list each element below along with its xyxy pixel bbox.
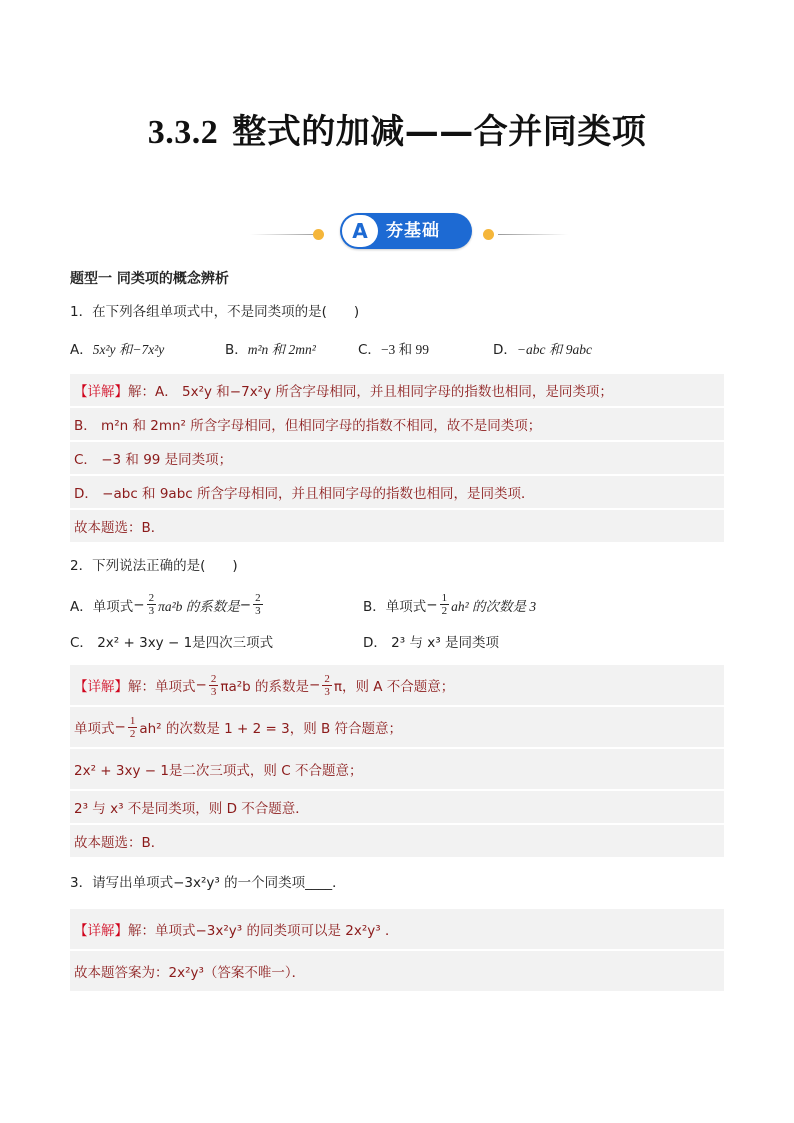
section-heading: 题型一 同类项的概念辨析 — [70, 271, 229, 287]
answer-line: 单项式 − $\frac{1}{2}$ ah² 的次数是 1 + 2 = 3，则 B 符合题意； — [70, 707, 724, 749]
answer-line: 【详解】 解：A． 5x²y 和−7x²y 所含字母相同，并且相同字母的指数也相同，是同类项； — [70, 374, 724, 408]
answer-line: 故本题选：B． — [70, 825, 724, 859]
question-2-answer — [70, 665, 724, 859]
decor-line-left — [250, 234, 320, 235]
q2-option-b: B．单项式 − $\frac{1}{2}$ ah² 的次数是 3 — [363, 592, 537, 617]
badge-label: 夯基础 — [386, 221, 440, 241]
decor-dot-left — [313, 229, 324, 240]
fraction: $\frac{1}{2}$ — [441, 592, 448, 617]
answer-line: 【详解】 解：单项式−3x²y³ 的同类项可以是 2x²y³ ． — [70, 909, 724, 951]
question-1-answer — [70, 374, 724, 544]
question-3-stem: 3．请写出单项式−3x²y³ 的一个同类项____． — [70, 875, 346, 891]
answer-line: D． −abc 和 9abc 所含字母相同，并且相同字母的指数也相同，是同类项． — [70, 476, 724, 510]
fraction: $\frac{2}{3}$ — [324, 672, 330, 698]
question-1-stem: 1．在下列各组单项式中，不是同类项的是( ) — [70, 304, 360, 320]
question-1-options — [70, 338, 724, 358]
title-text: 整式的加减——合并同类项 — [232, 112, 647, 152]
level-badge — [340, 213, 472, 249]
answer-line: C． −3 和 99 是同类项； — [70, 442, 724, 476]
answer-line: 2x² + 3xy − 1是二次三项式，则 C 不合题意； — [70, 749, 724, 791]
question-2-options-row2 — [70, 631, 724, 651]
fraction: $\frac{2}{3}$ — [255, 592, 261, 617]
q2-option-c: C． 2x² + 3xy − 1是四次三项式 — [70, 635, 274, 651]
decor-line-right — [498, 234, 568, 235]
page-title — [0, 104, 794, 153]
answer-line: 【详解】 解：单项式 − $\frac{2}{3}$ πa²b 的系数是 − $\frac{2}{3}$ π，则 A 不合题意； — [70, 665, 724, 707]
content — [70, 268, 724, 1003]
q2-option-a: A．单项式 − $\frac{2}{3}$ πa²b 的系数是 − $\frac{2}{3}$ — [70, 592, 261, 617]
question-3-answer — [70, 909, 724, 993]
question-2-stem: 2．下列说法正确的是( ) — [70, 558, 238, 574]
section-badge-row — [240, 213, 560, 249]
fraction: $\frac{1}{2}$ — [129, 714, 136, 740]
q1-option-b: B．m²n 和 2mn² — [225, 342, 316, 358]
section-number: 3.3.2 — [147, 114, 219, 151]
q2-option-d: D． 2³ 与 x³ 是同类项 — [363, 635, 499, 651]
badge-letter: A — [342, 215, 378, 247]
fraction: $\frac{2}{3}$ — [210, 672, 217, 698]
fraction: $\frac{2}{3}$ — [148, 592, 155, 617]
answer-line: 故本题答案为：2x²y³（答案不唯一）． — [70, 951, 724, 993]
decor-dot-right — [483, 229, 494, 240]
answer-line: 故本题选：B． — [70, 510, 724, 544]
answer-line: 2³ 与 x³ 不是同类项，则 D 不合题意． — [70, 791, 724, 825]
q1-option-d: D．−abc 和 9abc — [493, 342, 592, 358]
answer-line: B． m²n 和 2mn² 所含字母相同，但相同字母的指数不相同，故不是同类项； — [70, 408, 724, 442]
q1-option-a: A．5x²y 和−7x²y — [70, 342, 165, 358]
question-2-options-row1 — [70, 592, 724, 617]
q1-option-c: C．−3 和 99 — [358, 342, 430, 358]
